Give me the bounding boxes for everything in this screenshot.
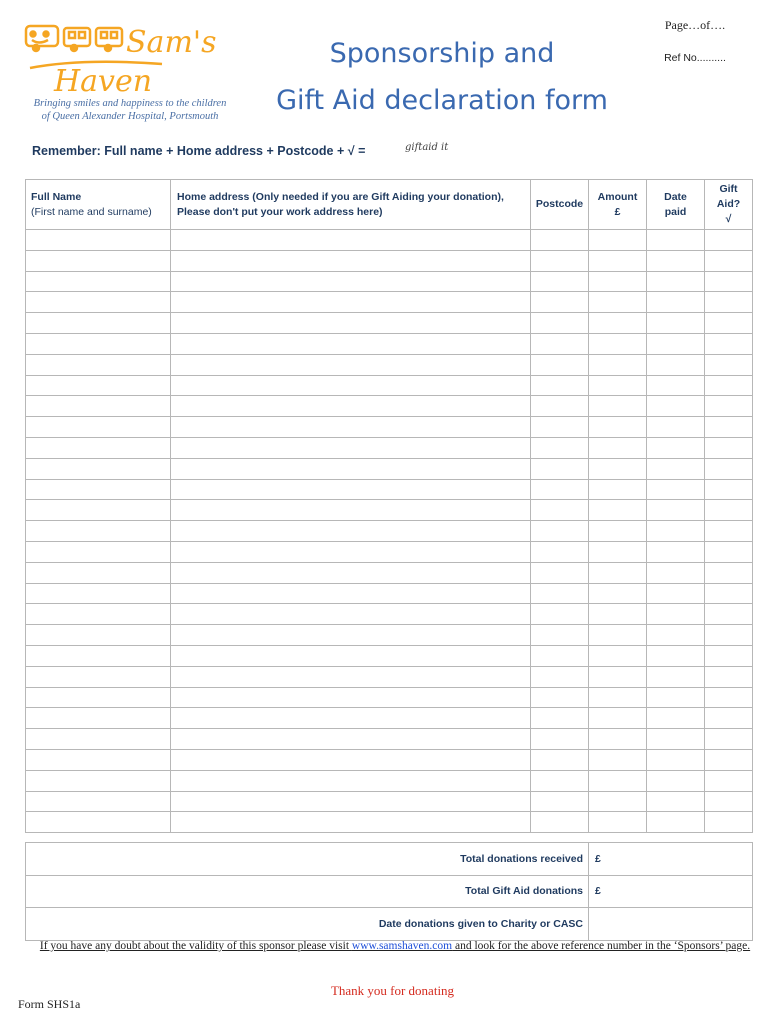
postcode-field[interactable] xyxy=(531,458,589,479)
amount-field[interactable] xyxy=(589,708,647,729)
table-row xyxy=(26,521,753,542)
tagline-line1: Bringing smiles and happiness to the children xyxy=(33,98,227,109)
amount-field[interactable] xyxy=(589,333,647,354)
logo-text-sams: Sam's xyxy=(126,25,217,60)
postcode-field[interactable] xyxy=(531,708,589,729)
address-field[interactable] xyxy=(171,604,531,625)
page-of: Page…of…. xyxy=(664,18,726,32)
postcode-field[interactable] xyxy=(531,562,589,583)
gift-aid-field[interactable] xyxy=(705,271,753,292)
sponsor-rows xyxy=(26,230,753,833)
amount-field[interactable] xyxy=(589,417,647,438)
name-field[interactable] xyxy=(26,354,171,375)
address-field[interactable] xyxy=(171,250,531,271)
gift-aid-field[interactable] xyxy=(705,292,753,313)
date-paid-field[interactable] xyxy=(647,645,705,666)
table-row xyxy=(26,625,753,646)
table-row xyxy=(26,687,753,708)
amount-field[interactable] xyxy=(589,749,647,770)
col-gift-aid xyxy=(705,180,753,230)
col-address-line2: Please don't put your work address here) xyxy=(177,205,383,218)
name-field[interactable] xyxy=(26,791,171,812)
address-field[interactable] xyxy=(171,417,531,438)
gift-aid-field[interactable] xyxy=(705,500,753,521)
gift-aid-field[interactable] xyxy=(705,313,753,334)
table-row xyxy=(26,250,753,271)
date-paid-field[interactable] xyxy=(647,770,705,791)
postcode-field[interactable] xyxy=(531,666,589,687)
gift-aid-field[interactable] xyxy=(705,417,753,438)
col-postcode: Postcode xyxy=(531,180,589,230)
logo-text-haven: Haven xyxy=(54,64,153,98)
postcode-field[interactable] xyxy=(531,749,589,770)
gift-aid-field[interactable] xyxy=(705,749,753,770)
postcode-field[interactable] xyxy=(531,333,589,354)
total-giftaid-field[interactable]: £ xyxy=(589,875,753,908)
postcode-field[interactable] xyxy=(531,437,589,458)
table-row xyxy=(26,729,753,750)
table-row xyxy=(26,292,753,313)
gift-aid-field[interactable] xyxy=(705,687,753,708)
postcode-field[interactable] xyxy=(531,417,589,438)
amount-field[interactable] xyxy=(589,625,647,646)
gift-aid-field[interactable] xyxy=(705,666,753,687)
address-field[interactable] xyxy=(171,749,531,770)
address-field[interactable] xyxy=(171,541,531,562)
amount-field[interactable] xyxy=(589,292,647,313)
gift-aid-field[interactable] xyxy=(705,521,753,542)
caravan-icon xyxy=(64,28,90,51)
name-field[interactable] xyxy=(26,292,171,313)
tagline xyxy=(10,97,250,123)
postcode-field[interactable] xyxy=(531,292,589,313)
amount-field[interactable] xyxy=(589,770,647,791)
table-row xyxy=(26,708,753,729)
samshaven-link[interactable]: www.samshaven.com xyxy=(351,940,453,952)
address-field[interactable] xyxy=(171,313,531,334)
table-row xyxy=(26,375,753,396)
date-paid-field[interactable] xyxy=(647,521,705,542)
amount-field[interactable] xyxy=(589,230,647,251)
col-address-line1: Home address (Only needed if you are Gift Aiding your donation), xyxy=(177,190,504,203)
name-field[interactable] xyxy=(26,562,171,583)
gift-aid-field[interactable] xyxy=(705,562,753,583)
date-paid-field[interactable] xyxy=(647,541,705,562)
gift-aid-field[interactable] xyxy=(705,396,753,417)
caravan-icon xyxy=(26,26,58,51)
gift-aid-field[interactable] xyxy=(705,604,753,625)
amount-field[interactable] xyxy=(589,812,647,833)
gift-aid-field[interactable] xyxy=(705,812,753,833)
amount-field[interactable] xyxy=(589,604,647,625)
col-gift-tick: √ xyxy=(725,213,732,225)
name-field[interactable] xyxy=(26,604,171,625)
date-paid-field[interactable] xyxy=(647,604,705,625)
title-line1: Sponsorship and xyxy=(329,38,555,69)
name-field[interactable] xyxy=(26,250,171,271)
col-gift-label2: Aid? xyxy=(716,198,741,210)
thank-you-note: Thank you for donating xyxy=(330,983,455,998)
table-row xyxy=(26,479,753,500)
col-date-label2: paid xyxy=(664,205,687,218)
gift-aid-field[interactable] xyxy=(705,625,753,646)
name-field[interactable] xyxy=(26,271,171,292)
address-field[interactable] xyxy=(171,354,531,375)
amount-field[interactable] xyxy=(589,479,647,500)
date-paid-field[interactable] xyxy=(647,729,705,750)
name-field[interactable] xyxy=(26,541,171,562)
name-field[interactable] xyxy=(26,645,171,666)
amount-field[interactable] xyxy=(589,729,647,750)
date-paid-field[interactable] xyxy=(647,396,705,417)
name-field[interactable] xyxy=(26,708,171,729)
col-date-paid xyxy=(647,180,705,230)
name-field[interactable] xyxy=(26,230,171,251)
address-field[interactable] xyxy=(171,479,531,500)
caravan-icon xyxy=(96,28,122,51)
gift-aid-field[interactable] xyxy=(705,708,753,729)
postcode-field[interactable] xyxy=(531,396,589,417)
amount-field[interactable] xyxy=(589,500,647,521)
gift-aid-field[interactable] xyxy=(705,479,753,500)
table-row xyxy=(26,500,753,521)
date-paid-field[interactable] xyxy=(647,417,705,438)
col-home-address xyxy=(171,180,531,230)
postcode-field[interactable] xyxy=(531,583,589,604)
amount-field[interactable] xyxy=(589,583,647,604)
postcode-field[interactable] xyxy=(531,354,589,375)
amount-field[interactable] xyxy=(589,375,647,396)
date-paid-field[interactable] xyxy=(647,500,705,521)
table-row xyxy=(26,770,753,791)
table-row xyxy=(26,666,753,687)
name-field[interactable] xyxy=(26,666,171,687)
name-field[interactable] xyxy=(26,583,171,604)
name-field[interactable] xyxy=(26,521,171,542)
table-row xyxy=(26,812,753,833)
name-field[interactable] xyxy=(26,333,171,354)
address-field[interactable] xyxy=(171,396,531,417)
address-field[interactable] xyxy=(171,770,531,791)
postcode-field[interactable] xyxy=(531,230,589,251)
date-paid-field[interactable] xyxy=(647,562,705,583)
name-field[interactable] xyxy=(26,687,171,708)
col-full-name-sub: (First name and surname) xyxy=(31,205,152,218)
name-field[interactable] xyxy=(26,770,171,791)
postcode-field[interactable] xyxy=(531,521,589,542)
address-field[interactable] xyxy=(171,333,531,354)
col-amount-currency: £ xyxy=(614,205,621,218)
date-paid-field[interactable] xyxy=(647,708,705,729)
postcode-field[interactable] xyxy=(531,500,589,521)
date-paid-field[interactable] xyxy=(647,749,705,770)
total-giftaid-label: Total Gift Aid donations xyxy=(26,875,589,908)
table-row xyxy=(26,583,753,604)
address-field[interactable] xyxy=(171,437,531,458)
amount-field[interactable] xyxy=(589,458,647,479)
postcode-field[interactable] xyxy=(531,541,589,562)
table-row xyxy=(26,313,753,334)
date-paid-field[interactable] xyxy=(647,313,705,334)
amount-field[interactable] xyxy=(589,437,647,458)
postcode-field[interactable] xyxy=(531,313,589,334)
name-field[interactable] xyxy=(26,625,171,646)
postcode-field[interactable] xyxy=(531,687,589,708)
postcode-field[interactable] xyxy=(531,479,589,500)
gift-aid-field[interactable] xyxy=(705,230,753,251)
amount-field[interactable] xyxy=(589,791,647,812)
page-title xyxy=(252,30,632,124)
address-field[interactable] xyxy=(171,687,531,708)
gift-aid-field[interactable] xyxy=(705,458,753,479)
col-gift-label1: Gift xyxy=(719,183,738,195)
col-full-name xyxy=(26,180,171,230)
gift-aid-field[interactable] xyxy=(705,770,753,791)
address-field[interactable] xyxy=(171,230,531,251)
date-paid-field[interactable] xyxy=(647,250,705,271)
gift-aid-field[interactable] xyxy=(705,645,753,666)
total-received-field[interactable]: £ xyxy=(589,843,753,876)
sams-haven-logo xyxy=(22,18,242,98)
date-paid-field[interactable] xyxy=(647,458,705,479)
date-paid-field[interactable] xyxy=(647,812,705,833)
date-paid-field[interactable] xyxy=(647,479,705,500)
address-field[interactable] xyxy=(171,562,531,583)
date-paid-field[interactable] xyxy=(647,687,705,708)
form-code: Form SHS1a xyxy=(18,997,81,1011)
gift-aid-field[interactable] xyxy=(705,729,753,750)
table-row xyxy=(26,541,753,562)
amount-field[interactable] xyxy=(589,250,647,271)
amount-field[interactable] xyxy=(589,687,647,708)
amount-field[interactable] xyxy=(589,313,647,334)
postcode-field[interactable] xyxy=(531,625,589,646)
name-field[interactable] xyxy=(26,375,171,396)
name-field[interactable] xyxy=(26,479,171,500)
col-full-name-label: Full Name xyxy=(31,190,82,203)
table-row xyxy=(26,437,753,458)
postcode-field[interactable] xyxy=(531,645,589,666)
table-row xyxy=(26,354,753,375)
col-amount-label: Amount xyxy=(597,190,638,203)
postcode-field[interactable] xyxy=(531,375,589,396)
name-field[interactable] xyxy=(26,458,171,479)
date-paid-field[interactable] xyxy=(647,333,705,354)
ref-no: Ref No.......... xyxy=(664,52,726,64)
date-paid-field[interactable] xyxy=(647,230,705,251)
name-field[interactable] xyxy=(26,729,171,750)
total-giftaid-row xyxy=(26,875,753,908)
title-line2: Gift Aid declaration form xyxy=(276,85,608,116)
table-header-row xyxy=(26,180,753,230)
date-given-label: Date donations given to Charity or CASC xyxy=(26,908,589,941)
gift-aid-field[interactable] xyxy=(705,583,753,604)
address-field[interactable] xyxy=(171,458,531,479)
validity-note-post: and look for the above reference number in the ‘Sponsors’ page. xyxy=(452,940,751,952)
amount-field[interactable] xyxy=(589,645,647,666)
table-row xyxy=(26,562,753,583)
gift-aid-field[interactable] xyxy=(705,250,753,271)
address-field[interactable] xyxy=(171,729,531,750)
amount-field[interactable] xyxy=(589,271,647,292)
total-received-label: Total donations received xyxy=(26,843,589,876)
table-row xyxy=(26,645,753,666)
table-row xyxy=(26,791,753,812)
date-paid-field[interactable] xyxy=(647,583,705,604)
table-row xyxy=(26,749,753,770)
address-field[interactable] xyxy=(171,375,531,396)
address-field[interactable] xyxy=(171,625,531,646)
table-row xyxy=(26,271,753,292)
giftaid-it-mark: giftaid it xyxy=(405,142,449,153)
name-field[interactable] xyxy=(26,417,171,438)
gift-aid-field[interactable] xyxy=(705,437,753,458)
address-field[interactable] xyxy=(171,791,531,812)
date-given-row xyxy=(26,908,753,941)
total-received-row xyxy=(26,843,753,876)
postcode-field[interactable] xyxy=(531,791,589,812)
date-paid-field[interactable] xyxy=(647,292,705,313)
postcode-field[interactable] xyxy=(531,770,589,791)
totals-table xyxy=(25,842,753,941)
gift-aid-field[interactable] xyxy=(705,354,753,375)
address-field[interactable] xyxy=(171,645,531,666)
address-field[interactable] xyxy=(171,500,531,521)
postcode-field[interactable] xyxy=(531,729,589,750)
date-paid-field[interactable] xyxy=(647,437,705,458)
sponsor-table xyxy=(25,179,753,833)
gift-aid-field[interactable] xyxy=(705,375,753,396)
validity-note-pre: If you have any doubt about the validity of this sponsor please visit xyxy=(39,940,352,952)
table-row xyxy=(26,230,753,251)
amount-field[interactable] xyxy=(589,541,647,562)
postcode-field[interactable] xyxy=(531,604,589,625)
address-field[interactable] xyxy=(171,583,531,604)
tagline-line2: of Queen Alexander Hospital, Portsmouth xyxy=(41,111,219,122)
postcode-field[interactable] xyxy=(531,271,589,292)
postcode-field[interactable] xyxy=(531,250,589,271)
address-field[interactable] xyxy=(171,292,531,313)
address-field[interactable] xyxy=(171,521,531,542)
date-paid-field[interactable] xyxy=(647,271,705,292)
table-row xyxy=(26,333,753,354)
name-field[interactable] xyxy=(26,500,171,521)
col-amount xyxy=(589,180,647,230)
col-date-label1: Date xyxy=(664,190,687,203)
remember-note: Remember: Full name + Home address + Postcode + √ = xyxy=(32,144,366,158)
validity-note xyxy=(35,939,755,954)
amount-field[interactable] xyxy=(589,396,647,417)
table-row xyxy=(26,458,753,479)
date-paid-field[interactable] xyxy=(647,791,705,812)
date-paid-field[interactable] xyxy=(647,354,705,375)
name-field[interactable] xyxy=(26,396,171,417)
date-paid-field[interactable] xyxy=(647,375,705,396)
name-field[interactable] xyxy=(26,749,171,770)
amount-field[interactable] xyxy=(589,521,647,542)
date-paid-field[interactable] xyxy=(647,625,705,646)
date-given-field[interactable] xyxy=(589,908,753,941)
gift-aid-field[interactable] xyxy=(705,541,753,562)
gift-aid-field[interactable] xyxy=(705,791,753,812)
amount-field[interactable] xyxy=(589,354,647,375)
name-field[interactable] xyxy=(26,313,171,334)
address-field[interactable] xyxy=(171,812,531,833)
address-field[interactable] xyxy=(171,666,531,687)
amount-field[interactable] xyxy=(589,562,647,583)
name-field[interactable] xyxy=(26,437,171,458)
gift-aid-field[interactable] xyxy=(705,333,753,354)
table-row xyxy=(26,417,753,438)
address-field[interactable] xyxy=(171,271,531,292)
date-paid-field[interactable] xyxy=(647,666,705,687)
postcode-field[interactable] xyxy=(531,812,589,833)
name-field[interactable] xyxy=(26,812,171,833)
table-row xyxy=(26,396,753,417)
amount-field[interactable] xyxy=(589,666,647,687)
address-field[interactable] xyxy=(171,708,531,729)
table-row xyxy=(26,604,753,625)
